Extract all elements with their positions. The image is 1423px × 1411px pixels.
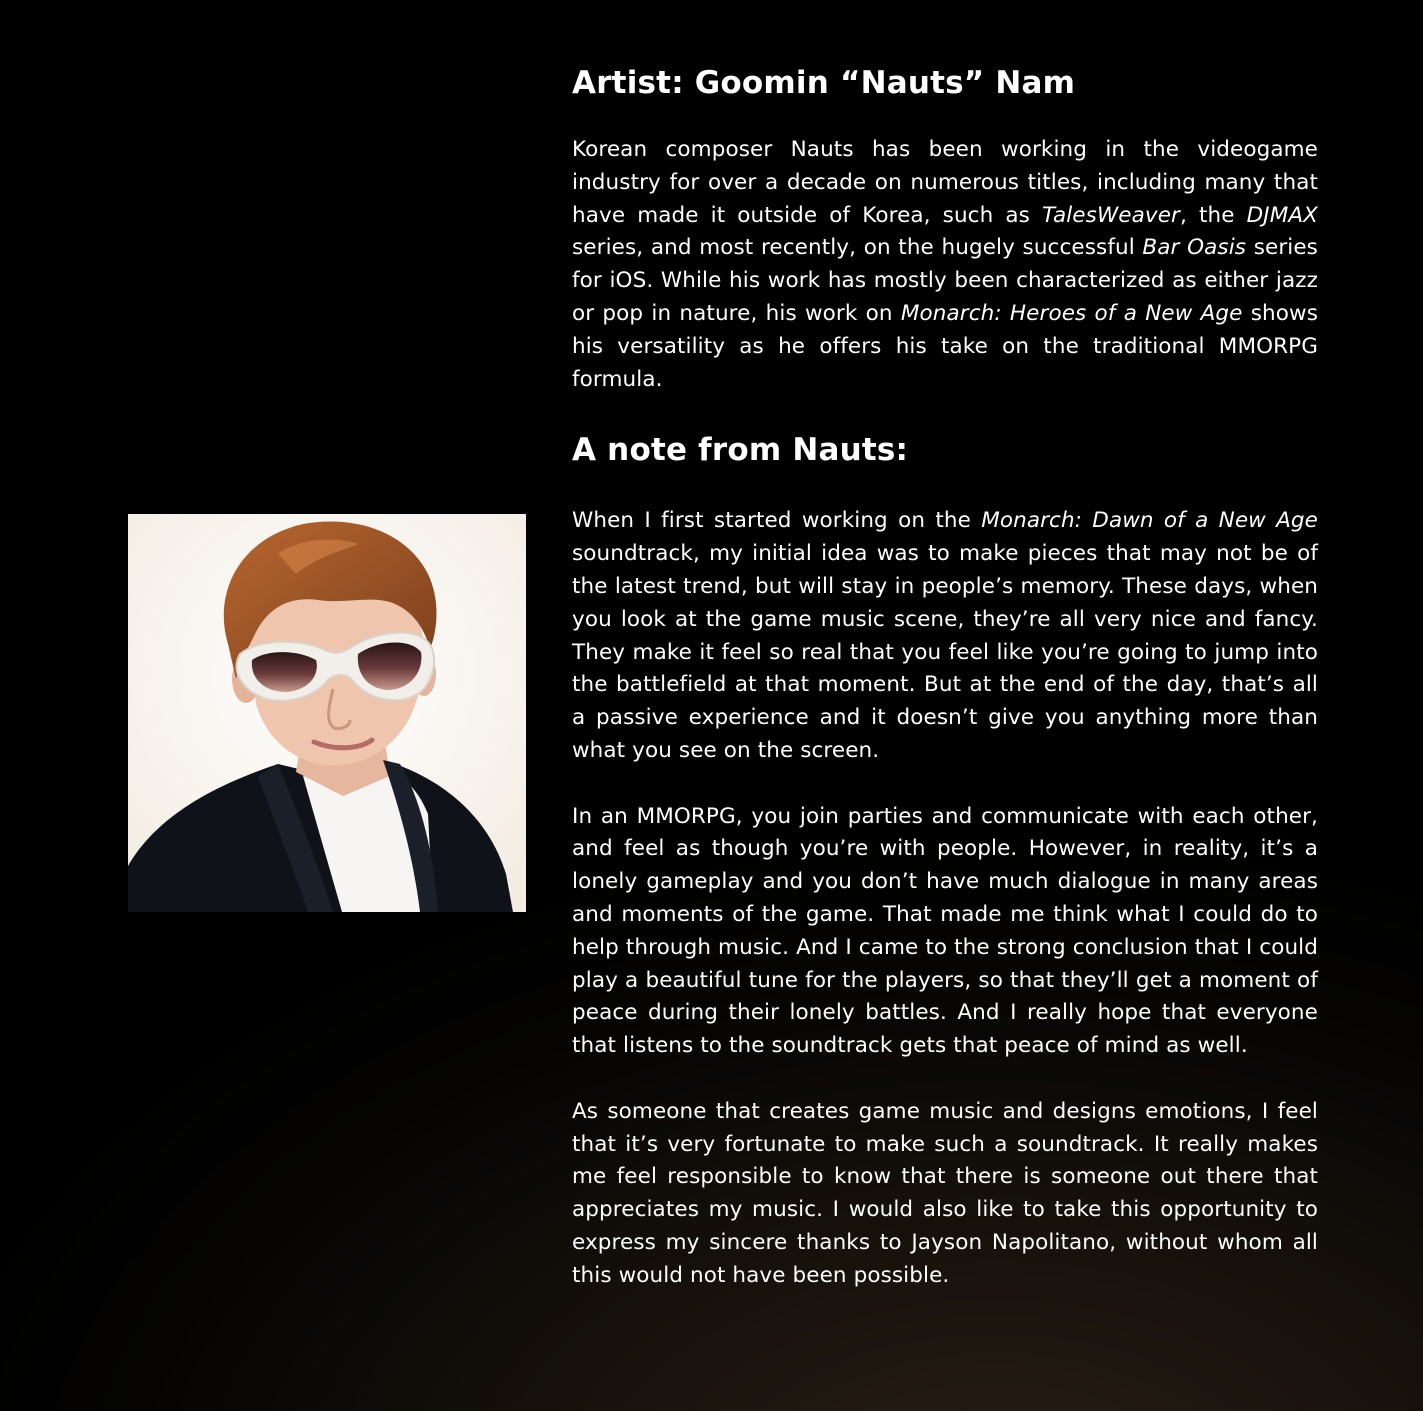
note-heading: A note from Nauts: bbox=[572, 432, 909, 469]
artist-portrait-photo bbox=[128, 514, 526, 912]
text-column bbox=[572, 62, 1318, 1293]
bio-title-talesweaver: TalesWeaver bbox=[1041, 202, 1180, 228]
note-paragraph-2: In an MMORPG, you join parties and communicate with each other, and feel as though you’re with people. However, in reality, it’s a lonely gameplay and you don’t have much dialogue in many areas and moments of the game. That made me think what I could do to help through music. And I came to the strong conclusion that I could play a beautiful tune for the players, so that they’ll get a moment of peace during their lonely battles. And I really hope that everyone that listens to the soundtrack gets that peace of mind as well. bbox=[572, 803, 1318, 1059]
bio-title-djmax: DJMAX bbox=[1246, 202, 1318, 228]
bio-text-2: , the bbox=[1180, 202, 1247, 228]
note-paragraph-1 bbox=[572, 505, 1318, 767]
portrait-illustration bbox=[128, 514, 526, 912]
bio-title-bar-oasis: Bar Oasis bbox=[1142, 235, 1247, 261]
bio-text-5: shows his versatility as he offers his take on the traditional MMORPG formula. bbox=[572, 300, 1319, 392]
note-p1-title-monarch: Monarch: Dawn of a New Age bbox=[981, 508, 1318, 534]
bio-text-1: Korean composer Nauts has been working in the videogame industry for over a decade on numerous titles, including many that have made it outside of Korea, such as bbox=[572, 137, 1318, 228]
bio-title-monarch: Monarch: Heroes of a New Age bbox=[900, 300, 1243, 326]
note-p1-text-1: When I first started working on the bbox=[572, 508, 982, 534]
bio-text-4: series for iOS. While his work has mostly been characterized as either jazz or pop in nature, his work on bbox=[572, 235, 1318, 326]
bio-text-3: series, and most recently, on the hugely successful bbox=[572, 235, 1143, 261]
artist-bio bbox=[572, 134, 1318, 396]
artist-heading: Artist: Goomin “Nauts” Nam bbox=[572, 65, 1076, 101]
note-paragraph-3: As someone that creates game music and designs emotions, I feel that it’s very fortunate to make such a soundtrack. It really makes me feel responsible to know that there is someone out there that appreciates my music. I would also like to take this opportunity to express my sincere thanks to Jayson Napolitano, without whom all this would not have been possible. bbox=[572, 1098, 1318, 1288]
note-p1-text-2: soundtrack, my initial idea was to make pieces that may not be of the latest trend, but will stay in people’s memory. These days, when you look at the game music scene, they’re all very nice and fancy. They make it feel so real that you feel like you’re going to jump into the battlefield at that moment. But at the end of the day, that’s all a passive experience and it doesn’t give you anything more than what you see on the screen. bbox=[572, 541, 1318, 763]
